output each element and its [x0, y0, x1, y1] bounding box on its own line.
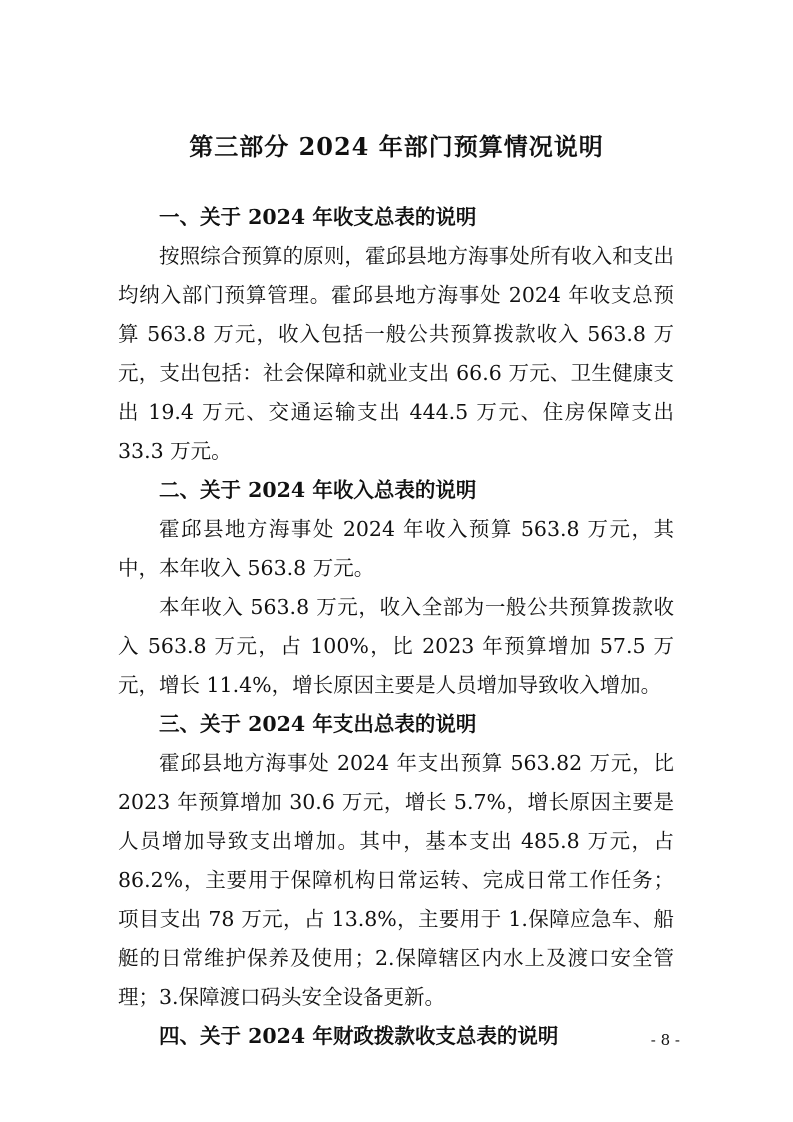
- document-body: [118, 198, 674, 1056]
- paragraph-3: 本年收入 563.8 万元，收入全部为一般公共预算拨款收入 563.8 万元，占 100%，比 2023 年预算增加 57.5 万元，增长 11.4%，增长原因主要是人员增加导致收入增加。: [118, 595, 674, 697]
- section-heading-1: 一、关于 2024 年收支总表的说明: [159, 205, 477, 229]
- page-number: - 8 -: [650, 1031, 680, 1049]
- page-title: 第三部分 2024 年部门预算情况说明: [189, 132, 604, 161]
- section-heading-4: 四、关于 2024 年财政拨款收支总表的说明: [159, 1024, 559, 1048]
- section-heading-2: 二、关于 2024 年收入总表的说明: [159, 478, 477, 502]
- paragraph-1: 按照综合预算的原则，霍邱县地方海事处所有收入和支出均纳入部门预算管理。霍邱县地方海事处 2024 年收支总预算 563.8 万元，收入包括一般公共预算拨款收入 563.8 万元，支出包括：社会保障和就业支出 66.6 万元、卫生健康支出 19.4 万元、交通运输支出 444.5 万元、住房保障支出 33.3 万元。: [118, 244, 674, 463]
- section-heading-3: 三、关于 2024 年支出总表的说明: [159, 712, 477, 736]
- paragraph-2: 霍邱县地方海事处 2024 年收入预算 563.8 万元，其中，本年收入 563.8 万元。: [118, 517, 674, 580]
- paragraph-4: 霍邱县地方海事处 2024 年支出预算 563.82 万元，比 2023 年预算增加 30.6 万元，增长 5.7%，增长原因主要是人员增加导致支出增加。其中，基本支出 485.8 万元，占 86.2%，主要用于保障机构日常运转、完成日常工作任务；项目支出 78 万元，占 13.8%，主要用于 1.保障应急车、船艇的日常维护保养及使用；2.保障辖区内水上及渡口安全管理；3.保障渡口码头安全设备更新。: [118, 751, 674, 1009]
